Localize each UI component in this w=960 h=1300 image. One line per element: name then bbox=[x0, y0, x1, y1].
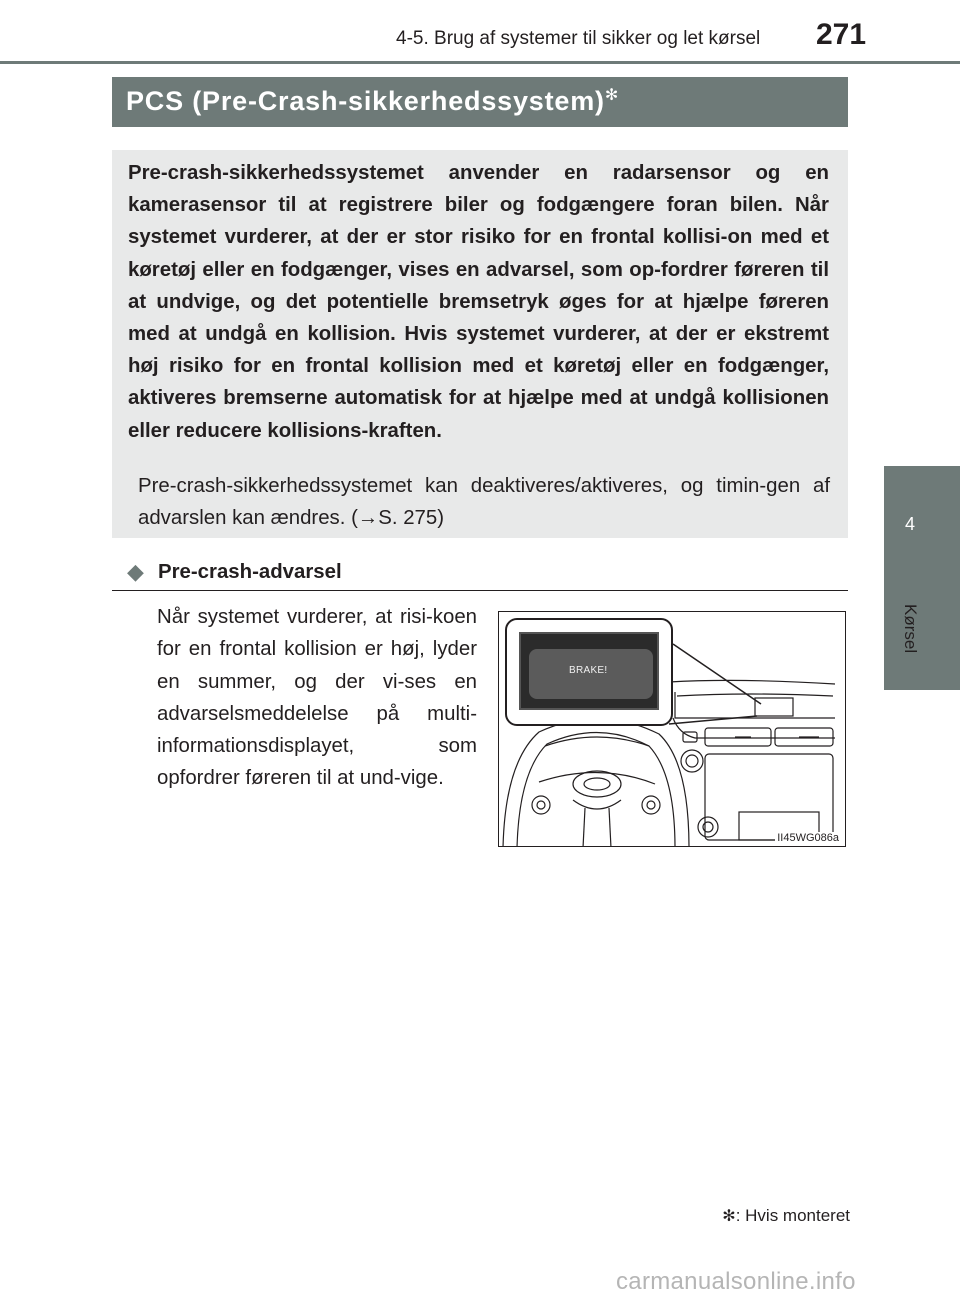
section-title bbox=[126, 85, 619, 117]
page-number: 271 bbox=[816, 18, 867, 51]
section-banner bbox=[112, 77, 848, 127]
figure-code: II45WG086a bbox=[777, 832, 839, 844]
multi-information-display bbox=[519, 632, 659, 710]
brake-warning-message: BRAKE! bbox=[529, 649, 653, 699]
chapter-name: Kørsel bbox=[901, 604, 920, 654]
subsection-heading: Pre-crash-advarsel bbox=[158, 561, 342, 583]
chapter-number: 4 bbox=[904, 514, 915, 534]
header-section-path: 4-5. Brug af systemer til sikker og let kørsel bbox=[396, 28, 761, 49]
intro-summary: Pre-crash-sikkerhedssystemet anvender en radarsensor og en kamerasensor til at registrere biler og fodgængere foran bilen. Når systemet vurderer, at der er stor risiko for en frontal kollisi-on med et køretøj eller en fodgænger, vises en advarsel, som op-fordrer føreren til at undvige, og det potentielle bremsetryk øges for at hjælpe føreren med at undgå en kollision. Hvis systemet vurderer, at der er ekstremt høj risiko for en frontal kollision med et køretøj eller en fodgænger, aktiveres bremserne automatisk for at hjælpe med at undgå kollisionen eller reducere kollisions-kraften. bbox=[128, 162, 829, 442]
watermark: carmanualsonline.info bbox=[616, 1268, 856, 1295]
footnote-mark: ✻ bbox=[722, 1208, 736, 1225]
header-divider bbox=[0, 61, 960, 64]
section-title-text: PCS (Pre-Crash-sikkerhedssystem) bbox=[126, 86, 605, 116]
intro-note: Pre-crash-sikkerhedssystemet kan deaktiveres/aktiveres, og timin-gen af advarslen kan ændres. (→S. 275) bbox=[138, 475, 830, 530]
footnote bbox=[700, 1206, 850, 1226]
dashboard-illustration bbox=[498, 611, 846, 847]
optional-equipment-mark: ✻ bbox=[604, 87, 620, 104]
intro-box bbox=[112, 150, 848, 538]
chapter-side-tab[interactable] bbox=[884, 466, 960, 690]
subsection-body: Når systemet vurderer, at risi-koen for en frontal kollision er høj, lyder en summer, og der vi-ses en advarselsmeddelelse på multi-informationsdisplayet, som opfordrer føreren til at und-vige. bbox=[157, 606, 477, 790]
diamond-icon: ◆ bbox=[127, 559, 144, 584]
footnote-text: : Hvis monteret bbox=[735, 1206, 850, 1225]
display-inset bbox=[505, 618, 673, 726]
subsection-divider bbox=[112, 590, 848, 591]
